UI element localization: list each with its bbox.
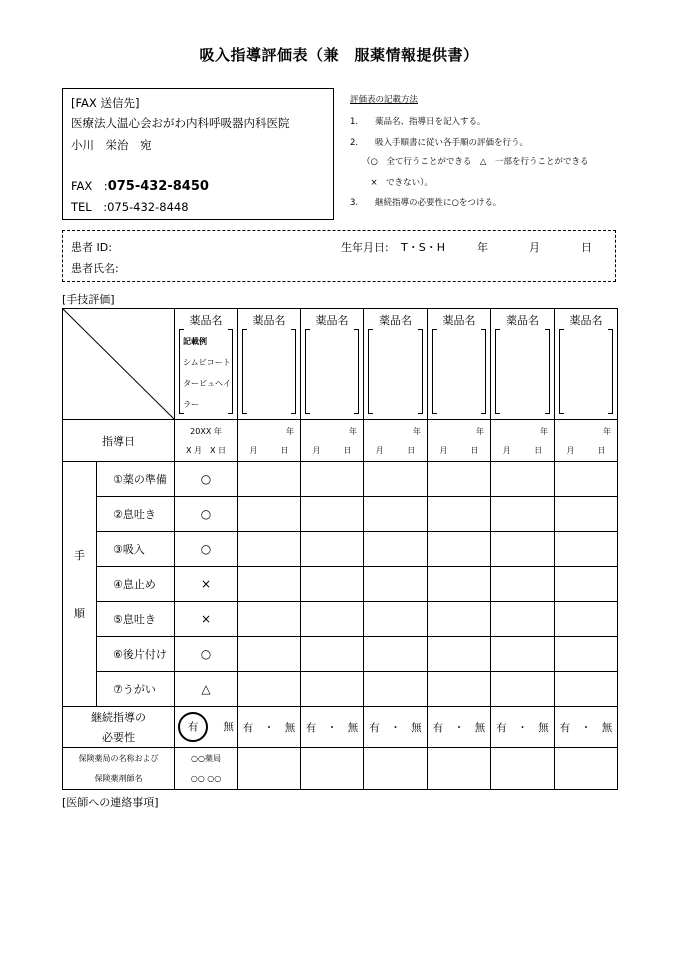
eval-cell[interactable] (238, 497, 301, 532)
eval-cell[interactable] (301, 497, 364, 532)
example-drug-line: ラー (183, 400, 199, 409)
eval-cell[interactable] (428, 532, 491, 567)
pharmacy-cell[interactable] (238, 748, 301, 790)
skill-section-label: [手技評価] (62, 293, 115, 306)
eval-cell[interactable] (364, 532, 428, 567)
contact-section-label: [医師への連絡事項] (62, 796, 159, 809)
example-drug-line: タービュヘイ (183, 379, 231, 388)
drug-name-bracket (368, 329, 423, 414)
page-title: 吸入指導評価表（兼 服薬情報提供書） (199, 46, 479, 64)
yes-no-option[interactable]: 有 ・ 無 (428, 707, 491, 748)
step-example-mark: ○ (175, 532, 238, 567)
instruction-num: 2. (350, 138, 359, 148)
drug-header: 薬品名 (506, 314, 539, 327)
instruction-num: 3. (350, 198, 359, 208)
eval-cell[interactable] (555, 672, 618, 707)
patient-name-label: 患者氏名: (71, 262, 119, 275)
example-pharmacy-name: ○○薬局 (191, 753, 221, 763)
eval-cell[interactable] (555, 497, 618, 532)
doctor-name: 小川 栄治 宛 (71, 138, 152, 152)
fax-number: 075-432-8450 (107, 179, 209, 194)
date-cell[interactable] (301, 420, 364, 462)
eval-cell[interactable] (555, 462, 618, 497)
eval-cell[interactable] (491, 672, 555, 707)
instructions-heading: 評価表の記載方法 (350, 95, 419, 105)
eval-cell[interactable] (428, 462, 491, 497)
dob-label: 生年月日: (341, 241, 389, 254)
date-year: 年 (603, 426, 611, 436)
instruction-text: 薬品名、指導日を記入する。 (375, 117, 486, 127)
eval-cell[interactable] (301, 462, 364, 497)
yes-no-option[interactable]: 有 ・ 無 (364, 707, 428, 748)
step-name: ⑦うがい (97, 672, 175, 707)
dob-era: T・S・H (401, 241, 445, 254)
drug-cell[interactable] (364, 309, 428, 420)
diagonal-header-cell (63, 309, 175, 420)
patient-id-label: 患者 ID: (71, 241, 112, 254)
continue-label-line: 必要性 (102, 731, 135, 744)
eval-cell[interactable] (238, 672, 301, 707)
date-year: 年 (476, 426, 484, 436)
tel-line (71, 199, 189, 215)
eval-cell[interactable] (238, 532, 301, 567)
drug-name-bracket (305, 329, 359, 414)
dob-year: 年 (477, 241, 488, 254)
date-month: 月 (249, 445, 258, 455)
instruction-text: × できない）。 (362, 178, 433, 188)
drug-cell[interactable] (301, 309, 364, 420)
eval-cell[interactable] (238, 567, 301, 602)
eval-cell[interactable] (301, 602, 364, 637)
eval-cell[interactable] (301, 567, 364, 602)
eval-cell[interactable] (555, 602, 618, 637)
eval-cell[interactable] (428, 602, 491, 637)
eval-cell[interactable] (238, 602, 301, 637)
yes-no-option[interactable]: 有 ・ 無 (301, 707, 364, 748)
eval-cell[interactable] (555, 532, 618, 567)
step-name: ⑤息吐き (97, 602, 175, 637)
dob-month: 月 (529, 241, 540, 254)
eval-cell[interactable] (301, 532, 364, 567)
eval-cell[interactable] (364, 672, 428, 707)
drug-cell[interactable] (238, 309, 301, 420)
step-example-mark: ○ (175, 462, 238, 497)
eval-cell[interactable] (238, 462, 301, 497)
eval-cell[interactable] (555, 637, 618, 672)
example-date-cell (175, 420, 238, 462)
step-name: ④息止め (97, 567, 175, 602)
patient-info-box (62, 230, 616, 282)
fax-label: FAX : (71, 179, 108, 193)
eval-cell[interactable] (491, 462, 555, 497)
fax-destination-box (62, 88, 334, 220)
pharmacy-cell[interactable] (301, 748, 364, 790)
step-example-mark: ○ (175, 497, 238, 532)
drug-header: 薬品名 (442, 314, 476, 327)
eval-cell[interactable] (301, 637, 364, 672)
procedure-label-1: 手 (74, 549, 85, 562)
eval-cell[interactable] (428, 567, 491, 602)
drug-header: 薬品名 (315, 314, 349, 327)
eval-cell[interactable] (428, 672, 491, 707)
step-example-mark: × (175, 567, 238, 602)
drug-name-bracket (495, 329, 550, 414)
evaluation-table (62, 308, 618, 790)
eval-cell[interactable] (428, 497, 491, 532)
pharmacy-label-line: 保険薬剤師名 (94, 773, 143, 783)
step-example-mark: △ (175, 672, 238, 707)
yes-no-option[interactable]: 有 ・ 無 (555, 707, 618, 748)
drug-header: 薬品名 (189, 314, 223, 327)
example-pharmacist-name: ○○ ○○ (190, 773, 222, 783)
dob-day: 日 (581, 241, 592, 254)
date-year: 年 (540, 426, 548, 436)
example-drug (183, 331, 231, 415)
instruction-text: （○ 全て行うことができる △ 一部を行うことができる (362, 157, 589, 167)
pharmacy-cell[interactable] (555, 748, 618, 790)
drug-cell[interactable] (555, 309, 618, 420)
date-cell[interactable] (491, 420, 555, 462)
date-cell[interactable] (364, 420, 428, 462)
date-label: 指導日 (63, 420, 175, 462)
date-day: 日 (534, 445, 543, 455)
drug-header: 薬品名 (252, 314, 286, 327)
drug-cell[interactable] (428, 309, 491, 420)
fax-header: [FAX 送信先] (71, 96, 140, 110)
date-day: 日 (343, 445, 352, 455)
date-day: 日 (280, 445, 289, 455)
date-cell[interactable] (428, 420, 491, 462)
step-name: ⑥後片付け (97, 637, 175, 672)
eval-cell[interactable] (555, 567, 618, 602)
example-drug-line: シムビコート (183, 358, 231, 367)
clinic-name: 医療法人温心会おがわ内科呼吸器内科医院 (71, 116, 290, 130)
pharmacy-label (63, 748, 175, 790)
yes-no-option[interactable]: 有 ・ 無 (238, 707, 301, 748)
date-month: 月 (375, 445, 384, 455)
date-day: 日 (470, 445, 479, 455)
procedure-label-cell (63, 462, 97, 707)
eval-cell[interactable] (364, 497, 428, 532)
example-date-md: X 月 X 日 (185, 445, 227, 455)
instruction-text: 継続指導の必要性に○をつける。 (375, 198, 502, 208)
date-cell[interactable] (238, 420, 301, 462)
eval-cell[interactable] (364, 637, 428, 672)
pharmacy-cell[interactable] (428, 748, 491, 790)
eval-cell[interactable] (491, 497, 555, 532)
eval-cell[interactable] (238, 637, 301, 672)
drug-name-bracket (432, 329, 486, 414)
step-example-mark: × (175, 602, 238, 637)
diagonal-line (63, 309, 174, 419)
drug-header: 薬品名 (379, 314, 412, 327)
example-date-year: 20XX 年 (190, 426, 222, 436)
instruction-text: 吸入手順書に従い各手順の評価を行う。 (375, 138, 529, 148)
date-month: 月 (502, 445, 511, 455)
eval-cell[interactable] (491, 637, 555, 672)
eval-cell[interactable] (364, 567, 428, 602)
eval-cell[interactable] (364, 462, 428, 497)
drug-header: 薬品名 (569, 314, 603, 327)
drug-cell[interactable] (491, 309, 555, 420)
drug-name-bracket (559, 329, 613, 414)
step-name: ③吸入 (97, 532, 175, 567)
date-day: 日 (597, 445, 606, 455)
date-month: 月 (566, 445, 575, 455)
eval-cell[interactable] (491, 532, 555, 567)
date-day: 日 (407, 445, 416, 455)
eval-cell[interactable] (301, 672, 364, 707)
example-label: 記載例 (183, 337, 207, 346)
example-pharmacy (175, 748, 238, 790)
eval-cell[interactable] (491, 567, 555, 602)
continue-guidance-label (63, 707, 175, 748)
instruction-num: 1. (350, 117, 359, 127)
date-month: 月 (439, 445, 448, 455)
date-year: 年 (286, 426, 294, 436)
pharmacy-cell[interactable] (364, 748, 428, 790)
example-yes-no (175, 707, 238, 748)
pharmacy-label-line: 保険薬局の名称および (78, 753, 159, 763)
date-year: 年 (349, 426, 357, 436)
example-no: 無 (223, 721, 234, 733)
procedure-label-2: 順 (74, 607, 85, 620)
drug-name-bracket (242, 329, 296, 414)
tel-number: 075-432-8448 (107, 200, 189, 214)
yes-no-option[interactable]: 有 ・ 無 (491, 707, 555, 748)
drug-cell-example (175, 309, 238, 420)
eval-cell[interactable] (364, 602, 428, 637)
circled-yes: 有 (178, 712, 208, 742)
eval-cell[interactable] (491, 602, 555, 637)
eval-cell[interactable] (428, 637, 491, 672)
step-name: ①薬の準備 (97, 462, 175, 497)
step-example-mark: ○ (175, 637, 238, 672)
fax-line (71, 178, 209, 194)
tel-label: TEL : (71, 200, 108, 214)
date-year: 年 (413, 426, 421, 436)
pharmacy-cell[interactable] (491, 748, 555, 790)
continue-label-line: 継続指導の (91, 711, 146, 724)
date-cell[interactable] (555, 420, 618, 462)
step-name: ②息吐き (97, 497, 175, 532)
date-month: 月 (312, 445, 321, 455)
